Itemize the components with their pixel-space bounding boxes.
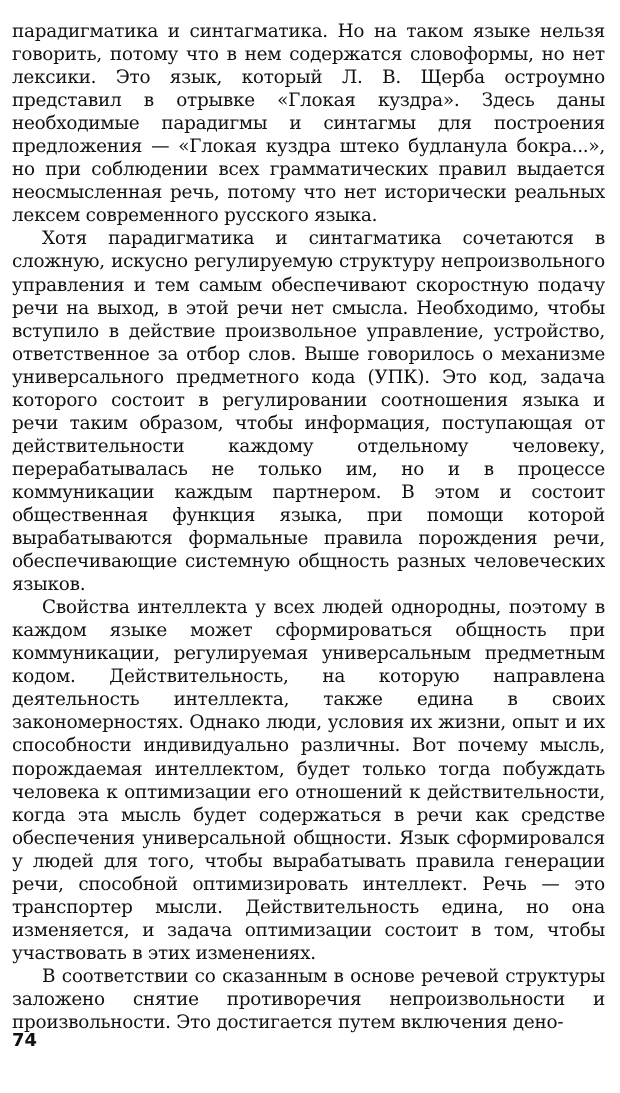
page-number: 74 [12, 1030, 38, 1051]
paragraph: Хотя парадигматика и синтагматика сочетаются в сложную, искусно регулируемую структуру непроизвольного управления и тем самым обеспечивают скоростную подачу речи на выход, в этой речи нет смысла. Необходимо, чтобы вступило в действие произвольное управление, устройство, ответственное за отбор слов. Выше говорилось о механизме универсального предметного кода (УПК). Это код, задача которого состоит в регулировании соотношения языка и речи таким образом, чтобы информация, поступающая от действительности каждому отдельному человеку, перерабатывалась не только им, но и в процессе коммуникации каждым партнером. В этом и состоит общественная функция языка, при помощи которой вырабатываются формальные правила порождения речи, обеспечивающие системную общность разных человеческих языков. [12, 228, 605, 596]
paragraph: В соответствии со сказанным в основе речевой структуры заложено снятие противоречия непроизвольности и произвольности. Это достигается путем включения дено- [12, 965, 605, 1034]
paragraph-continued: парадигматика и синтагматика. Но на таком языке нельзя говорить, потому что в нем содержатся словоформы, но нет лексики. Это язык, который Л. В. Щерба остроумно представил в отрывке «Глокая куздра». Здесь даны необходимые парадигмы и синтагмы для построения предложения — «Глокая куздра штеко будланула бокра...», но при соблюдении всех грамматических правил выдается неосмысленная речь, потому что нет исторически реальных лексем современного русского языка. [12, 21, 605, 227]
paragraph: Свойства интеллекта у всех людей однородны, поэтому в каждом языке может сформироваться общность при коммуникации, регулируемая универсальным предметным кодом. Действительность, на которую направлена деятельность интеллекта, также едина в своих закономерностях. Однако люди, условия их жизни, опыт и их способности индивидуально различны. Вот почему мысль, порождаемая интеллектом, будет только тогда побуждать человека к оптимизации его отношений к действительности, когда эта мысль будет содержаться в речи как средстве обеспечения универсальной общности. Язык сформировался у людей для того, чтобы вырабатывать правила генерации речи, способной оптимизировать интеллект. Речь — это транспортер мысли. Действительность едина, но она изменяется, и задача оптимизации состоит в том, чтобы участвовать в этих изменениях. [12, 597, 605, 964]
page-body-text [12, 20, 605, 1034]
